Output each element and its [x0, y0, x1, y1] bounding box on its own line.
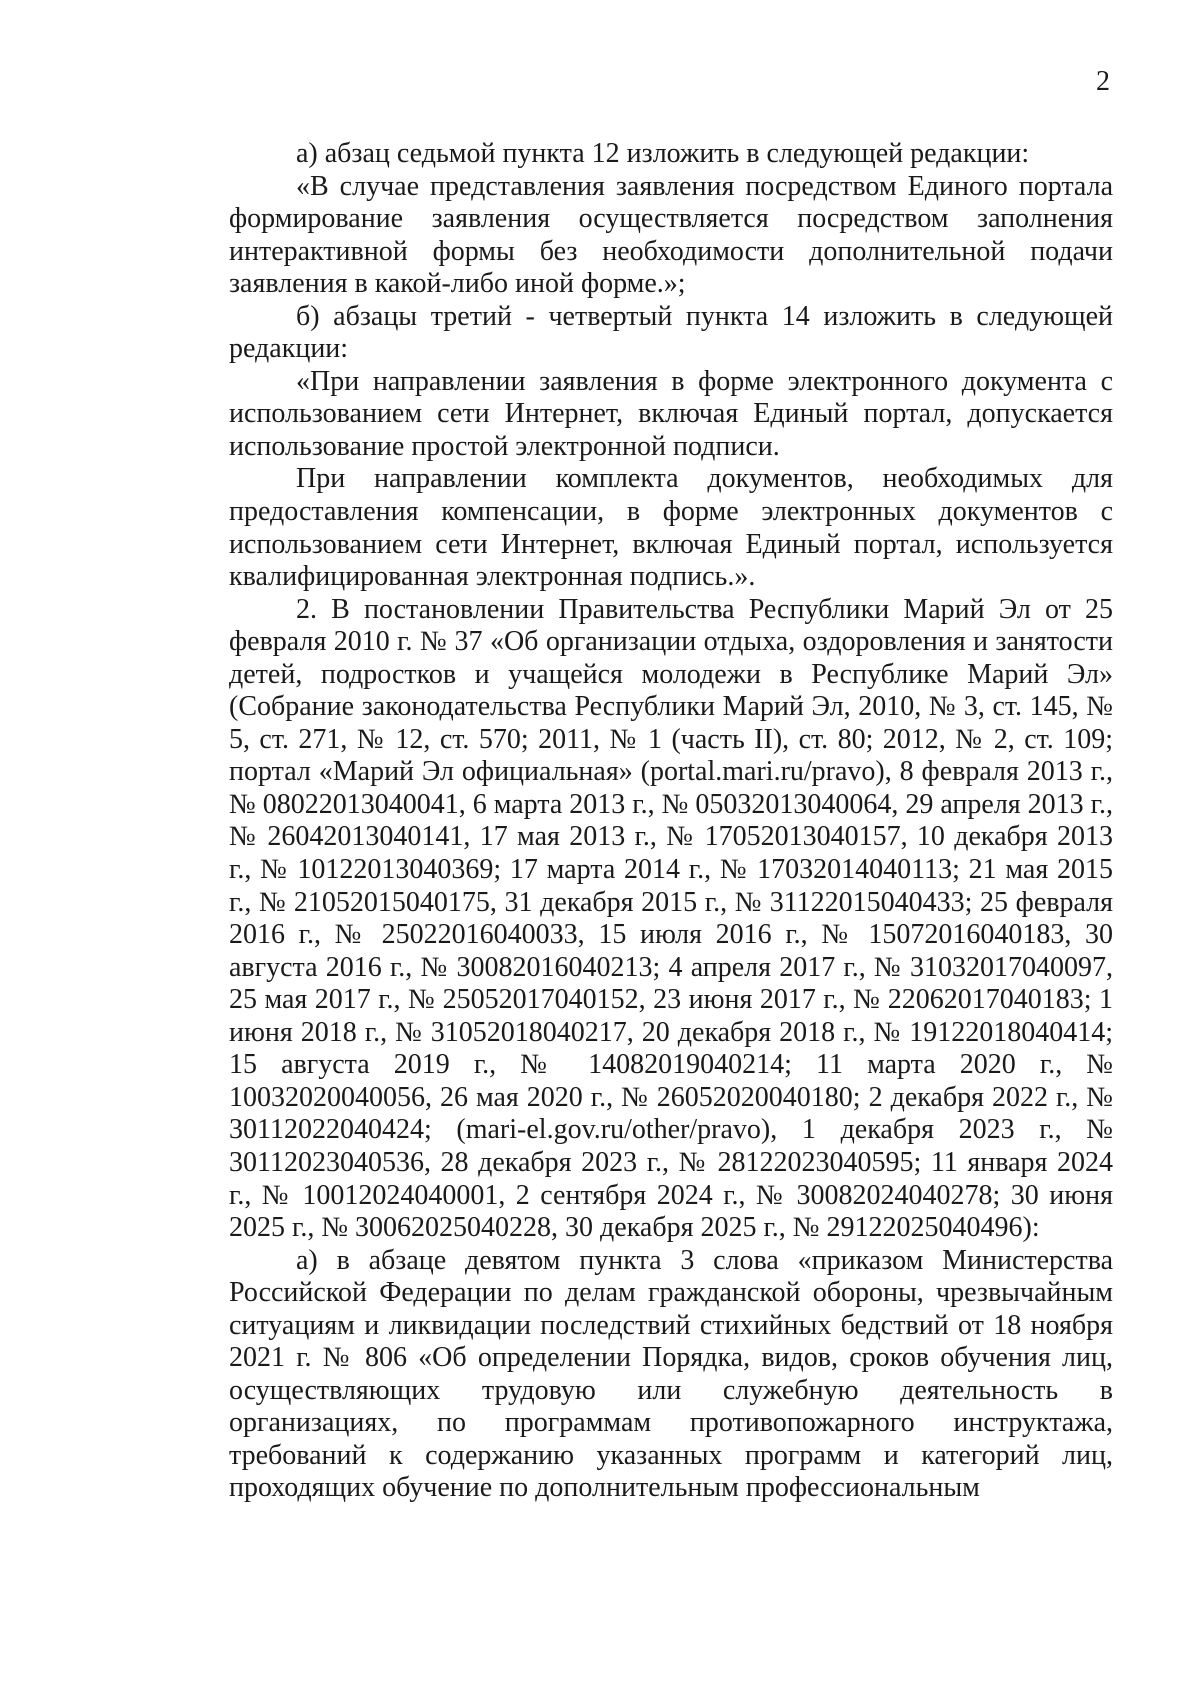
paragraph-quote-single-portal: «В случае представления заявления посредством Единого портала формирование заявления осуществляется посредством заполнения интерактивной формы без необходимости дополнительной подачи заявления в какой-либо иной форме.»;: [229, 170, 1113, 300]
document-body: [229, 138, 1113, 1505]
page-number: 2: [1096, 66, 1110, 97]
paragraph-quote-qualified-signature: При направлении комплекта документов, необходимых для предоставления компенсации, в форме электронных документов с использованием сети Интернет, включая Единый портал, используется квалифицированная электронная подпись.».: [229, 463, 1113, 593]
paragraph-quote-simple-signature: «При направлении заявления в форме электронного документа с использованием сети Интернет, включая Единый портал, допускается использование простой электронной подписи.: [229, 365, 1113, 462]
paragraph-amend-a-3: а) в абзаце девятом пункта 3 слова «приказом Министерства Российской Федерации по делам гражданской обороны, чрезвычайным ситуациям и ликвидации последствий стихийных бедствий от 18 ноября 2021 г. № 806 «Об определении Порядка, видов, сроков обучения лиц, осуществляющих трудовую или служебную деятельность в организациях, по программам противопожарного инструктажа, требований к содержанию указанных программ и категорий лиц, проходящих обучение по дополнительным профессиональным: [229, 1244, 1113, 1504]
paragraph-amend-b-14: б) абзацы третий - четвертый пункта 14 изложить в следующей редакции:: [229, 300, 1113, 365]
paragraph-resolution-37: 2. В постановлении Правительства Республики Марий Эл от 25 февраля 2010 г. № 37 «Об организации отдыха, оздоровления и занятости детей, подростков и учащейся молодежи в Республике Марий Эл» (Собрание законодательства Республики Марий Эл, 2010, № 3, ст. 145, № 5, ст. 271, № 12, ст. 570; 2011, № 1 (часть II), ст. 80; 2012, № 2, ст. 109; портал «Марий Эл официальная» (portal.mari.ru/pravo), 8 февраля 2013 г., № 08022013040041, 6 марта 2013 г., № 05032013040064, 29 апреля 2013 г., № 26042013040141, 17 мая 2013 г., № 17052013040157, 10 декабря 2013 г., № 10122013040369; 17 марта 2014 г., № 17032014040113; 21 мая 2015 г., № 21052015040175, 31 декабря 2015 г., № 31122015040433; 25 февраля 2016 г., № 25022016040033, 15 июля 2016 г., № 15072016040183, 30 августа 2016 г., № 30082016040213; 4 апреля 2017 г., № 31032017040097, 25 мая 2017 г., № 25052017040152, 23 июня 2017 г., № 22062017040183; 1 июня 2018 г., № 31052018040217, 20 декабря 2018 г., № 19122018040414; 15 августа 2019 г., № 14082019040214; 11 марта 2020 г., № 10032020040056, 26 мая 2020 г., № 26052020040180; 2 декабря 2022 г., № 30112022040424; (mari-el.gov.ru/other/pravo), 1 декабря 2023 г., № 30112023040536, 28 декабря 2023 г., № 28122023040595; 11 января 2024 г., № 10012024040001, 2 сентября 2024 г., № 30082024040278; 30 июня 2025 г., № 30062025040228, 30 декабря 2025 г., № 29122025040496):: [229, 593, 1113, 1244]
paragraph-amend-a-12: а) абзац седьмой пункта 12 изложить в следующей редакции:: [296, 138, 1030, 169]
